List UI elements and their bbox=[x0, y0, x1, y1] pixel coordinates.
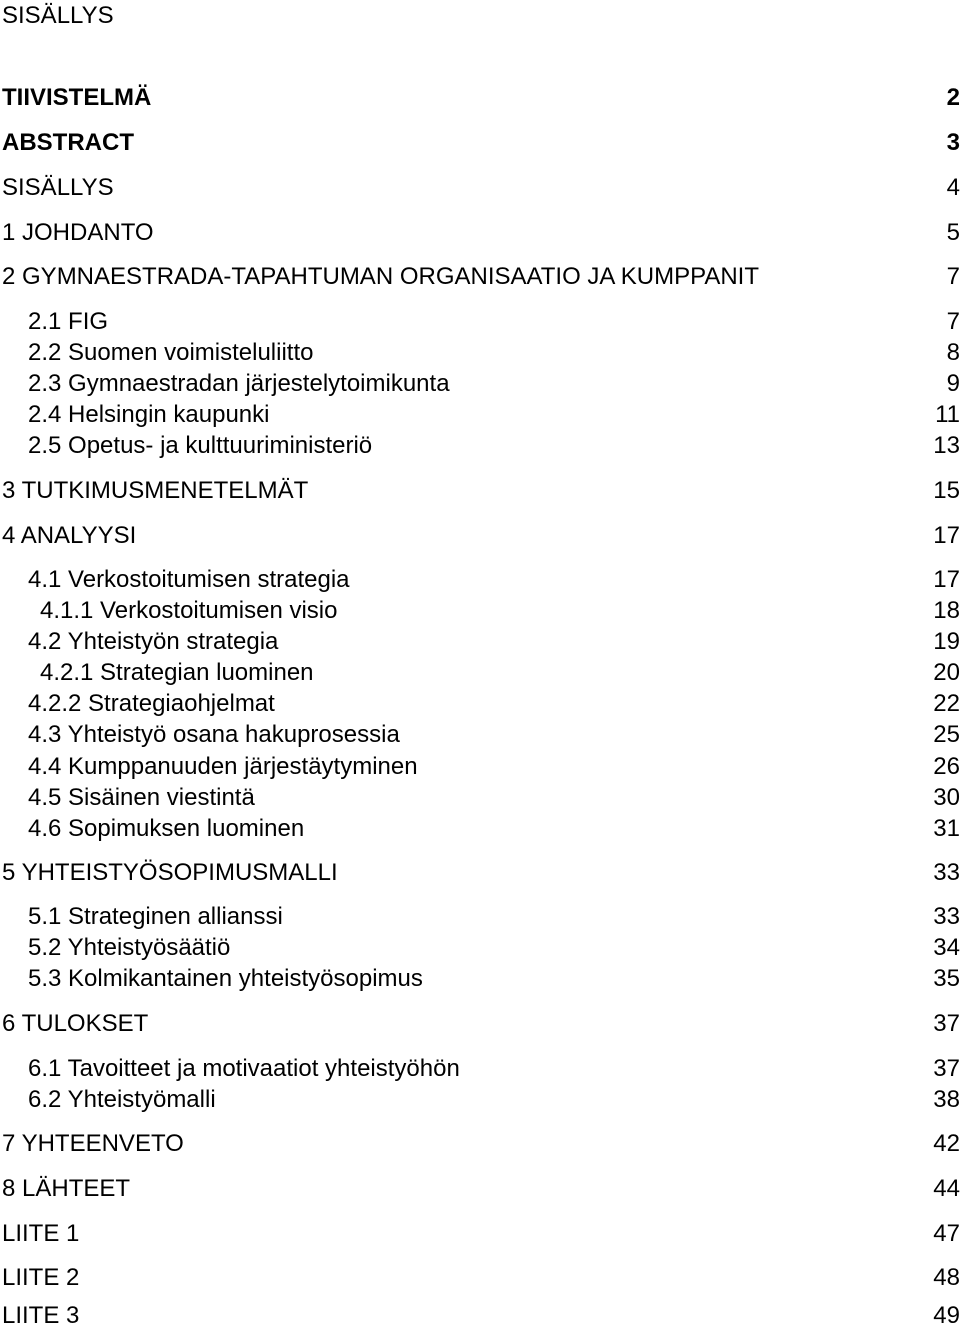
toc-entry-appendix-1[interactable] bbox=[0, 1218, 960, 1250]
toc-entry-page: 15 bbox=[933, 477, 960, 504]
toc-entry-page: 4 bbox=[946, 174, 960, 201]
toc-entry-label: 5.2 Yhteistyösäätiö bbox=[28, 934, 231, 961]
toc-entry-label: 5 YHTEISTYÖSOPIMUSMALLI bbox=[2, 859, 338, 886]
toc-entry-chapter-7[interactable] bbox=[0, 1128, 960, 1160]
toc-entry-page: 44 bbox=[933, 1175, 960, 1202]
toc-entry-label: 4.2.1 Strategian luominen bbox=[40, 659, 314, 686]
toc-entry-label: 4.2.2 Strategiaohjelmat bbox=[28, 690, 275, 717]
toc-entry-page: 37 bbox=[933, 1010, 960, 1037]
toc-entry-label: 2.1 FIG bbox=[28, 308, 109, 335]
toc-entry-chapter-8[interactable] bbox=[0, 1173, 960, 1205]
toc-entry-label: 8 LÄHTEET bbox=[2, 1175, 131, 1202]
toc-entry-label: 2.3 Gymnaestradan järjestelytoimikunta bbox=[28, 370, 450, 397]
toc-entry-section-4-2-2[interactable] bbox=[0, 688, 960, 720]
toc-entry-page: 47 bbox=[933, 1220, 960, 1247]
toc-entry-page: 48 bbox=[933, 1264, 960, 1291]
toc-entry-page: 2 bbox=[946, 84, 960, 111]
toc-entry-section-4-6[interactable] bbox=[0, 813, 960, 845]
toc-entry-chapter-2[interactable] bbox=[0, 261, 960, 293]
toc-entry-label: 1 JOHDANTO bbox=[2, 219, 154, 246]
toc-entry-label: 4.2 Yhteistyön strategia bbox=[28, 628, 279, 655]
toc-entry-label: 6 TULOKSET bbox=[2, 1010, 149, 1037]
toc-entry-page: 19 bbox=[933, 628, 960, 655]
toc-entry-tiivistelma[interactable] bbox=[0, 82, 960, 114]
toc-entry-section-2-3[interactable] bbox=[0, 368, 960, 400]
toc-entry-label: 7 YHTEENVETO bbox=[2, 1130, 184, 1157]
toc-entry-label: 2.5 Opetus- ja kulttuuriministeriö bbox=[28, 432, 373, 459]
toc-entry-section-2-5[interactable] bbox=[0, 430, 960, 462]
toc-entry-page: 7 bbox=[946, 308, 960, 335]
toc-entry-label: 6.2 Yhteistyömalli bbox=[28, 1086, 216, 1113]
toc-entry-label: 2.4 Helsingin kaupunki bbox=[28, 401, 270, 428]
toc-entry-page: 5 bbox=[946, 219, 960, 246]
toc-entry-section-4-5[interactable] bbox=[0, 782, 960, 814]
toc-entry-page: 22 bbox=[933, 690, 960, 717]
toc-entry-section-6-2[interactable] bbox=[0, 1084, 960, 1116]
toc-entry-section-4-1-1[interactable] bbox=[0, 595, 960, 627]
toc-entry-page: 13 bbox=[933, 432, 960, 459]
toc-entry-label: 4.4 Kumppanuuden järjestäytyminen bbox=[28, 753, 418, 780]
toc-entry-chapter-6[interactable] bbox=[0, 1008, 960, 1040]
toc-entry-page: 31 bbox=[933, 815, 960, 842]
toc-entry-chapter-3[interactable] bbox=[0, 475, 960, 507]
toc-entry-page: 30 bbox=[933, 784, 960, 811]
toc-entry-section-5-1[interactable] bbox=[0, 901, 960, 933]
toc-entry-page: 8 bbox=[946, 339, 960, 366]
toc-entry-page: 17 bbox=[933, 566, 960, 593]
toc-entry-page: 42 bbox=[933, 1130, 960, 1157]
toc-entry-page: 17 bbox=[933, 522, 960, 549]
toc-entry-section-4-1[interactable] bbox=[0, 564, 960, 596]
toc-entry-label: 4.6 Sopimuksen luominen bbox=[28, 815, 305, 842]
toc-entry-page: 9 bbox=[946, 370, 960, 397]
toc-entry-label: 5.3 Kolmikantainen yhteistyösopimus bbox=[28, 965, 423, 992]
toc-entry-section-4-3[interactable] bbox=[0, 719, 960, 751]
toc-entry-section-2-1[interactable] bbox=[0, 306, 960, 338]
toc-entry-label: 4.3 Yhteistyö osana hakuprosessia bbox=[28, 721, 400, 748]
toc-entry-page: 33 bbox=[933, 903, 960, 930]
toc-entry-label: SISÄLLYS bbox=[2, 174, 114, 201]
toc-entry-chapter-4[interactable] bbox=[0, 520, 960, 552]
toc-entry-label: LIITE 1 bbox=[2, 1220, 80, 1247]
toc-entry-label: 5.1 Strateginen allianssi bbox=[28, 903, 283, 930]
toc-entry-page: 18 bbox=[933, 597, 960, 624]
toc-entry-section-4-2-1[interactable] bbox=[0, 657, 960, 689]
toc-entry-page: 33 bbox=[933, 859, 960, 886]
toc-entry-section-5-2[interactable] bbox=[0, 932, 960, 964]
toc-entry-appendix-3[interactable] bbox=[0, 1300, 960, 1332]
toc-entry-section-2-2[interactable] bbox=[0, 337, 960, 369]
toc-entry-label: 4 ANALYYSI bbox=[2, 522, 137, 549]
toc-entry-page: 7 bbox=[946, 263, 960, 290]
toc-entry-page: 25 bbox=[933, 721, 960, 748]
toc-entry-section-6-1[interactable] bbox=[0, 1053, 960, 1085]
toc-entry-chapter-1[interactable] bbox=[0, 217, 960, 249]
toc-entry-page: 38 bbox=[933, 1086, 960, 1113]
toc-entry-page: 3 bbox=[946, 129, 960, 156]
toc-entry-page: 11 bbox=[935, 401, 960, 428]
toc-entry-page: 20 bbox=[933, 659, 960, 686]
toc-entry-label: ABSTRACT bbox=[2, 129, 134, 156]
toc-entry-label: 2 GYMNAESTRADA-TAPAHTUMAN ORGANISAATIO JA KUMPPANIT bbox=[2, 263, 759, 290]
toc-entry-label: LIITE 2 bbox=[2, 1264, 80, 1291]
toc-entry-section-4-2[interactable] bbox=[0, 626, 960, 658]
toc-entry-label: 4.5 Sisäinen viestintä bbox=[28, 784, 255, 811]
toc-entry-appendix-2[interactable] bbox=[0, 1262, 960, 1294]
toc-entry-section-4-4[interactable] bbox=[0, 751, 960, 783]
toc-entry-label: 4.1 Verkostoitumisen strategia bbox=[28, 566, 350, 593]
toc-entry-label: 2.2 Suomen voimisteluliitto bbox=[28, 339, 314, 366]
toc-entry-page: 49 bbox=[933, 1302, 960, 1329]
toc-entry-label: 3 TUTKIMUSMENETELMÄT bbox=[2, 477, 309, 504]
toc-entry-label: 6.1 Tavoitteet ja motivaatiot yhteistyöhön bbox=[28, 1055, 460, 1082]
toc-entry-label: TIIVISTELMÄ bbox=[2, 84, 152, 111]
toc-entry-label: LIITE 3 bbox=[2, 1302, 80, 1329]
toc-entry-page: 26 bbox=[933, 753, 960, 780]
page-title: SISÄLLYS bbox=[2, 2, 114, 29]
toc-entry-page: 34 bbox=[933, 934, 960, 961]
toc-entry-label: 4.1.1 Verkostoitumisen visio bbox=[40, 597, 338, 624]
toc-entry-section-5-3[interactable] bbox=[0, 963, 960, 995]
toc-entry-page: 35 bbox=[933, 965, 960, 992]
toc-entry-chapter-5[interactable] bbox=[0, 857, 960, 889]
toc-entry-page: 37 bbox=[933, 1055, 960, 1082]
toc-entry-section-2-4[interactable] bbox=[0, 399, 960, 431]
toc-entry-abstract[interactable] bbox=[0, 127, 960, 159]
toc-entry-sisallys[interactable] bbox=[0, 172, 960, 204]
